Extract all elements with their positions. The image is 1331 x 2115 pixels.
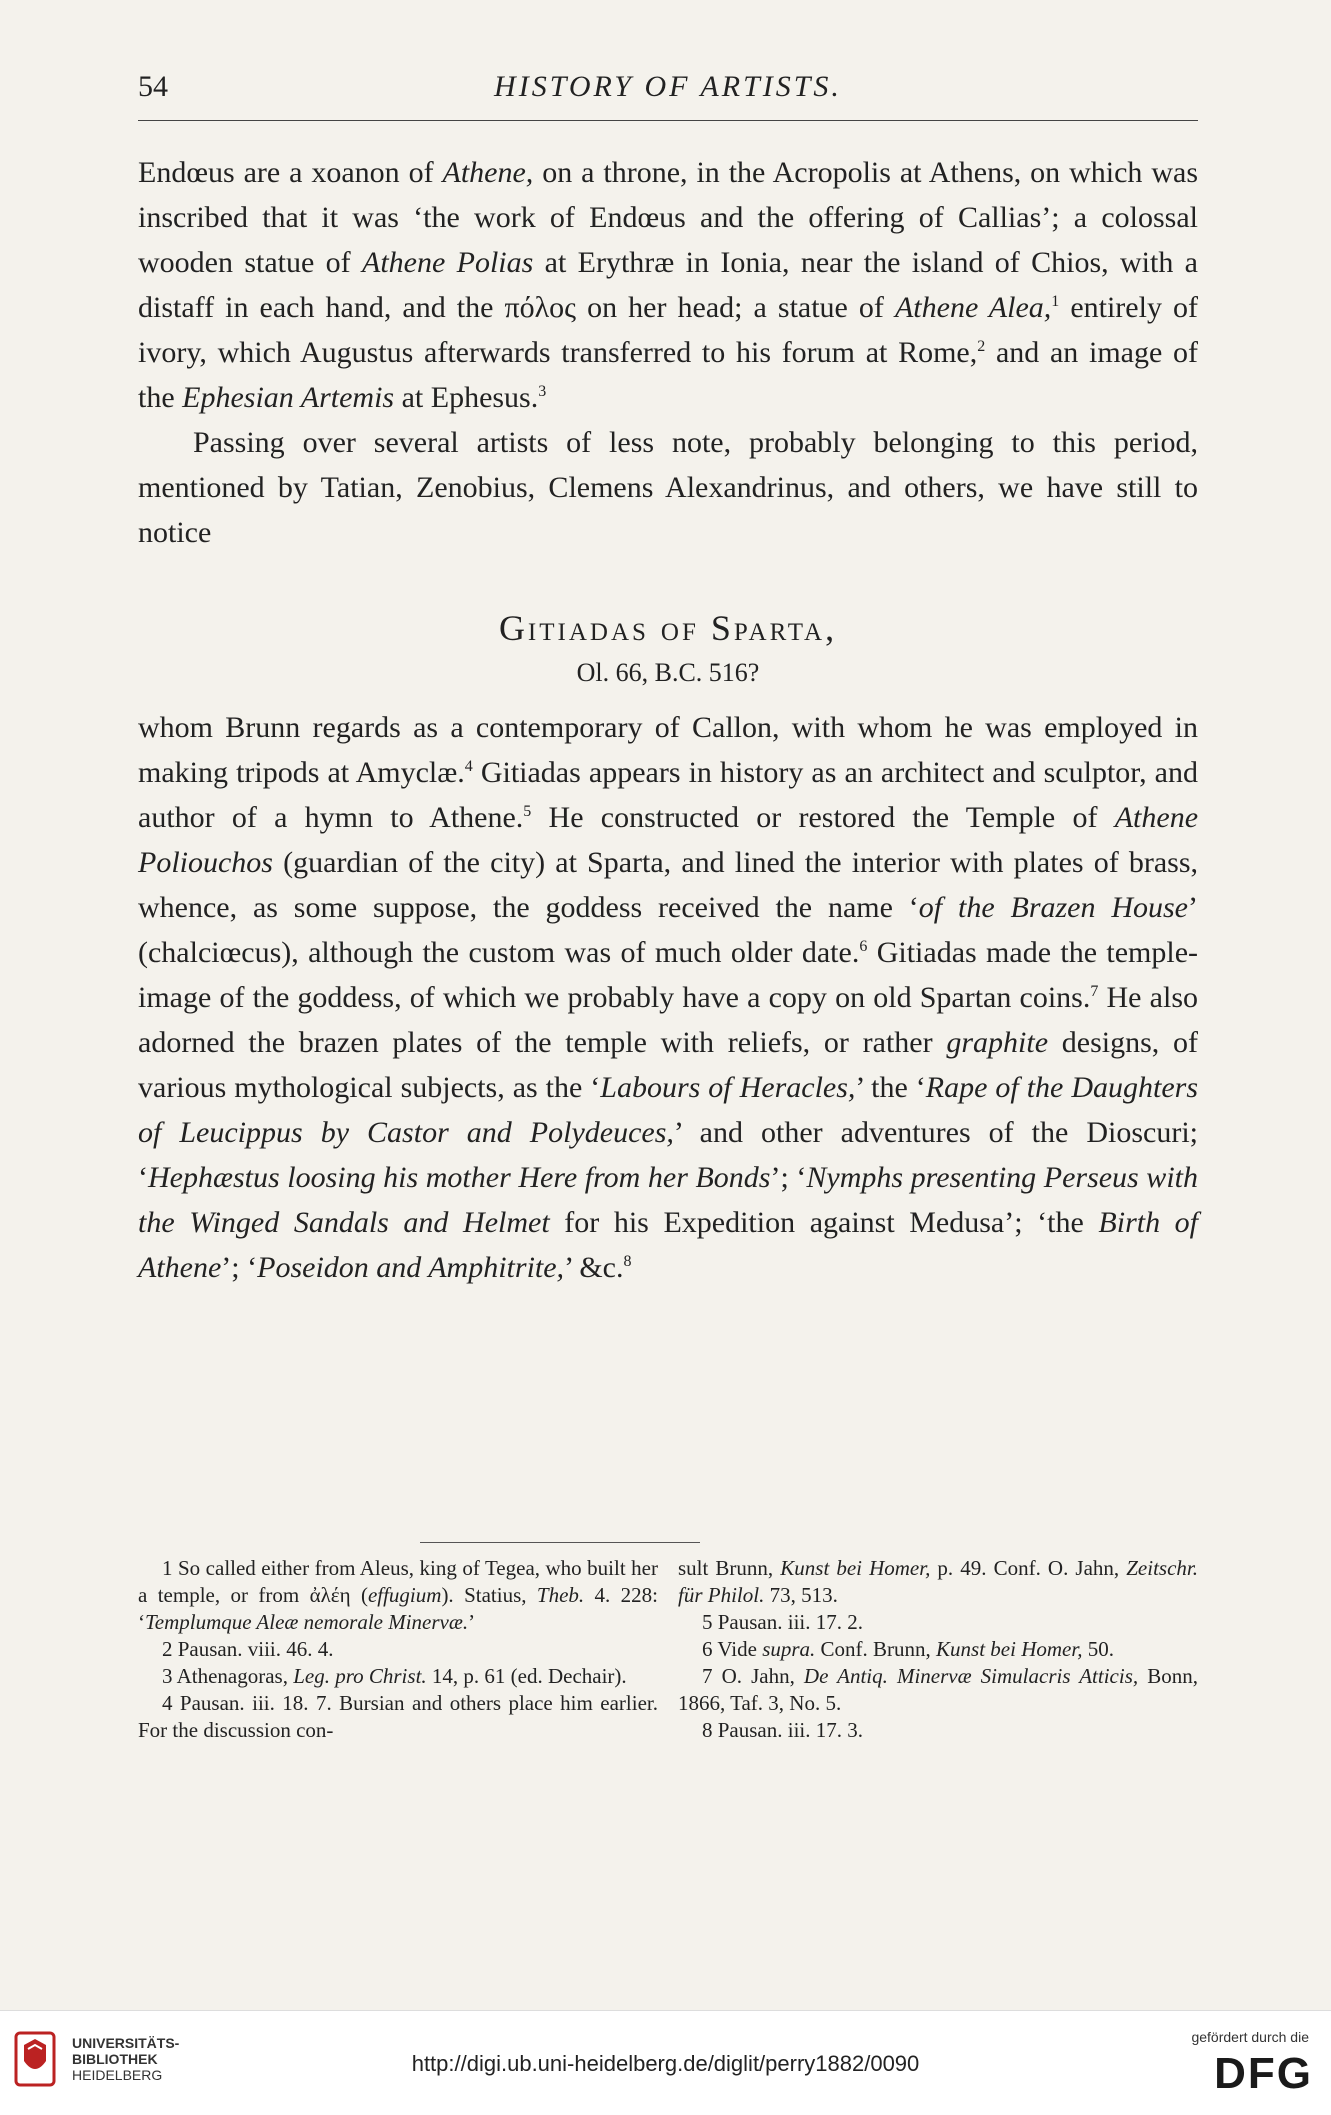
italic-run: Nymphs presenting Perseus with the Winged Sandals and Helmet xyxy=(138,1161,1198,1239)
text-run: on a throne, in the Acropolis at Athens, on which was inscribed that it was ‘the work of Endœus and the offering of Callias’; a colossal wooden statue of xyxy=(138,156,1198,279)
text-run: Endœus are a xoanon of xyxy=(138,156,443,189)
footnote-4-continued xyxy=(678,1555,1198,1609)
footnote-ref: 6 xyxy=(859,938,868,955)
footnotes xyxy=(138,1555,1198,1744)
text-run: ’ and other adventures of the Dioscuri; ‘ xyxy=(138,1116,1198,1194)
footnote-ref: 2 xyxy=(977,338,986,355)
italic-run: Labours of Heracles, xyxy=(600,1071,856,1104)
dfg-logo: DFG xyxy=(1214,2049,1313,2098)
funded-by-label: gefördert durch die xyxy=(1191,2029,1309,2045)
footnote-4: 4 Pausan. iii. 18. 7. Bursian and others place him earlier. For the discussion con- xyxy=(138,1691,658,1742)
italic-run: Birth of Athene xyxy=(138,1206,1199,1284)
italic-run: Hephæstus loosing his mother Here from her Bonds xyxy=(148,1161,771,1194)
text-run: He also adorned the brazen plates of the temple with reliefs, or rather xyxy=(138,981,1198,1059)
text-run: 1 So called either from Aleus, king of Tegea, who built her a temple, or from ἀλέη ( xyxy=(138,1556,658,1607)
italic-run: Ephesian Artemis xyxy=(182,381,395,414)
section-heading: Gitiadas of Sparta, xyxy=(498,608,838,648)
footnote-ref: 5 xyxy=(523,803,532,820)
text-run: designs, of various mythological subjects, as the ‘ xyxy=(138,1026,1199,1104)
text-run: p. 49. Conf. O. Jahn, xyxy=(930,1556,1127,1580)
text-run: ’ &c. xyxy=(564,1251,624,1284)
italic-run: Leg. pro Christ. xyxy=(293,1664,427,1688)
footnote-column-right xyxy=(678,1555,1198,1744)
text-run: entirely of ivory, which Augustus afterwards transferred to his forum at Rome, xyxy=(138,291,1198,369)
library-footer xyxy=(0,2010,1331,2115)
uni-line: HEIDELBERG xyxy=(72,2067,163,2083)
text-run: sult Brunn, xyxy=(678,1556,781,1580)
footnote-1 xyxy=(138,1555,658,1636)
text-run: ’ xyxy=(468,1610,476,1634)
text-run: ). Statius, xyxy=(441,1583,537,1607)
footnote-5: 5 Pausan. iii. 17. 2. xyxy=(702,1610,863,1634)
text-run: 73, 513. xyxy=(764,1583,838,1607)
text-run: whom Brunn regards as a contemporary of Callon, with whom he was employed in making tripods at Amyclæ. xyxy=(138,711,1198,789)
text-run: ’; ‘ xyxy=(770,1161,807,1194)
paragraph-2: Passing over several artists of less note, probably belonging to this period, mentioned by Tatian, Zenobius, Clemens Alexandrinus, and others, we have still to notice xyxy=(138,426,1198,549)
italic-run: Athene Polias xyxy=(362,246,534,279)
footnote-ref: 4 xyxy=(464,758,473,775)
source-url-link[interactable]: http://digi.ub.uni-heidelberg.de/diglit/perry1882/0090 xyxy=(411,2051,920,2076)
footnote-rule xyxy=(420,1542,700,1543)
footnote-8: 8 Pausan. iii. 17. 3. xyxy=(702,1718,863,1742)
italic-run: Theb. xyxy=(536,1583,585,1607)
page-header xyxy=(138,70,1198,118)
text-run: Gitiadas made the temple-image of the goddess, of which we probably have a copy on old Spartan coins. xyxy=(138,936,1199,1014)
italic-run: Kunst bei Homer, xyxy=(936,1637,1083,1661)
text-run: 7 O. Jahn, xyxy=(702,1664,804,1688)
main-text xyxy=(138,150,1198,1290)
text-run: 14, p. 61 (ed. Dechair). xyxy=(426,1664,627,1688)
text-run: Conf. Brunn, xyxy=(815,1637,937,1661)
footnote-ref: 8 xyxy=(623,1253,632,1270)
italic-run: Rape of the Daughters of Leucippus by Castor and Polydeuces, xyxy=(138,1071,1199,1149)
footnote-ref: 1 xyxy=(1051,293,1060,310)
text-run: 50. xyxy=(1082,1637,1114,1661)
italic-run: Kunst bei Homer, xyxy=(780,1556,931,1580)
footnote-2: 2 Pausan. viii. 46. 4. xyxy=(162,1637,334,1661)
footnote-column-left xyxy=(138,1555,658,1744)
italic-run: Athene, xyxy=(442,156,534,189)
footnote-ref: 3 xyxy=(538,383,547,400)
paragraph-3 xyxy=(138,705,1198,1290)
text-run: for his Expedition against Medusa’; ‘the xyxy=(549,1206,1099,1239)
paragraph-1 xyxy=(138,150,1198,420)
footnote-6 xyxy=(678,1636,1198,1663)
italic-run: De Antiq. Minervæ Simulacris Atticis, xyxy=(803,1664,1139,1688)
italic-run: Athene Poliouchos xyxy=(138,801,1199,879)
text-run: and an image of the xyxy=(138,336,1199,414)
text-run: He constructed or restored the Temple of xyxy=(531,801,1115,834)
text-run: ’; ‘ xyxy=(221,1251,258,1284)
text-run: at Ephesus. xyxy=(394,381,539,414)
page-number: 54 xyxy=(138,70,168,103)
section-date: Ol. 66, B.C. 516? xyxy=(576,658,760,687)
text-run: Bonn, 1866, Taf. 3, No. 5. xyxy=(678,1664,1198,1715)
text-run: ’ (chalciœcus), although the custom was of much older date. xyxy=(138,891,1198,969)
italic-run: supra. xyxy=(762,1637,816,1661)
italic-run: Zeitschr. für Philol. xyxy=(678,1556,1198,1607)
footnote-ref: 7 xyxy=(1090,983,1099,1000)
italic-run: effugium xyxy=(367,1583,442,1607)
text-run: (guardian of the city) at Sparta, and lined the interior with plates of brass, whence, as some suppose, the goddess received the name ‘ xyxy=(138,846,1198,924)
footnote-3 xyxy=(138,1663,658,1690)
uni-line: UNIVERSITÄTS- xyxy=(72,2035,180,2051)
italic-run: Athene Alea, xyxy=(894,291,1052,324)
italic-run: graphite xyxy=(946,1026,1049,1059)
uni-line: BIBLIOTHEK xyxy=(72,2051,158,2067)
text-run: 3 Athenagoras, xyxy=(162,1664,294,1688)
text-run: ’ the ‘ xyxy=(855,1071,926,1104)
italic-run: Poseidon and Amphitrite, xyxy=(257,1251,565,1284)
text-run: at Erythræ in Ionia, near the island of Chios, with a distaff in each hand, and the πόλος on her head; a statue of xyxy=(138,246,1198,324)
text-run: Gitiadas appears in history as an architect and sculptor, and author of a hymn to Athene. xyxy=(138,756,1198,834)
italic-run: of the Brazen House xyxy=(918,891,1188,924)
italic-run: Templumque Aleæ nemorale Minervæ. xyxy=(145,1610,469,1634)
text-run: 6 Vide xyxy=(702,1637,763,1661)
header-rule xyxy=(138,120,1198,121)
running-head: HISTORY OF ARTISTS. xyxy=(494,70,842,103)
text-run: 4. 228: ‘ xyxy=(138,1583,658,1634)
footnote-7 xyxy=(678,1663,1198,1717)
